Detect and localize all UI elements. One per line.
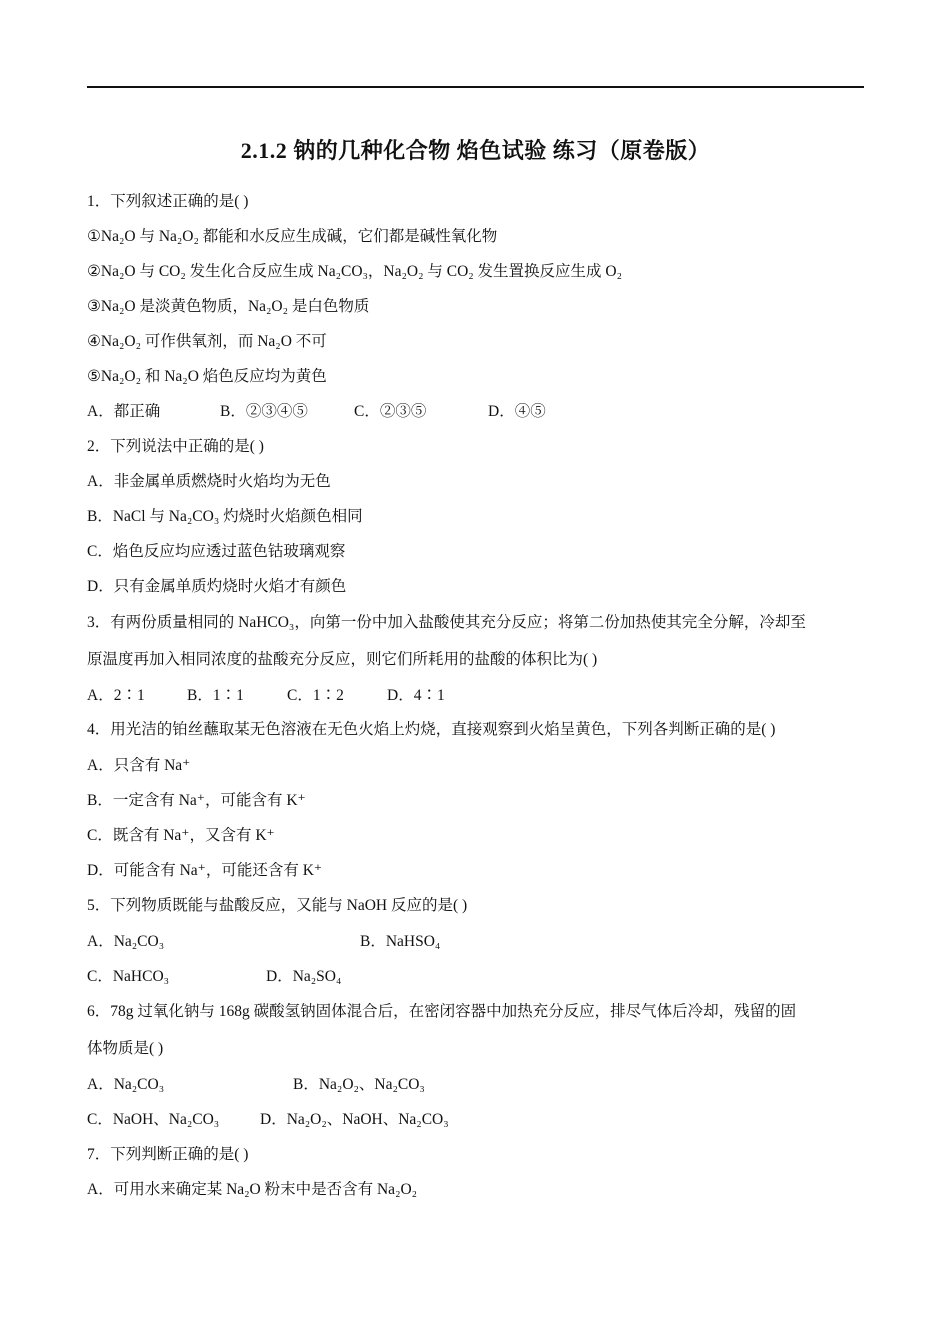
- question-1-option-b: B．②③④⑤: [220, 403, 308, 420]
- question-2-option-c: C．焰色反应均应透过蓝色钴玻璃观察: [87, 543, 346, 560]
- header-rule: [87, 86, 864, 88]
- question-4-option-a: A．只含有 Na⁺: [87, 757, 191, 774]
- question-2-stem: 2．下列说法中正确的是( ): [87, 438, 264, 455]
- question-1-statement-1: ①Na₂O 与 Na₂O₂ 都能和水反应生成碱，它们都是碱性氧化物: [87, 228, 498, 245]
- question-3-stem-line-1: 3．有两份质量相同的 NaHCO₃，向第一份中加入盐酸使其充分反应；将第二份加热使其完全分解，冷却至: [87, 614, 806, 631]
- question-1-statement-2: ②Na₂O 与 CO₂ 发生化合反应生成 Na₂CO₃，Na₂O₂ 与 CO₂ 发生置换反应生成 O₂: [87, 263, 623, 280]
- question-1-stem: 1．下列叙述正确的是( ): [87, 193, 249, 210]
- question-5-option-c: C．NaHCO₃: [87, 968, 170, 985]
- question-6-stem-line-2: 体物质是( ): [87, 1040, 164, 1057]
- question-5-option-a: A．Na₂CO₃: [87, 933, 165, 950]
- question-1-option-d: D．④⑤: [488, 403, 546, 420]
- question-6-option-a: A．Na₂CO₃: [87, 1076, 165, 1093]
- question-2-option-b: B．NaCl 与 Na₂CO₃ 灼烧时火焰颜色相同: [87, 508, 363, 525]
- question-2-option-d: D．只有金属单质灼烧时火焰才有颜色: [87, 578, 347, 595]
- question-5-option-b: B．NaHSO₄: [360, 933, 441, 950]
- question-5-stem: 5．下列物质既能与盐酸反应，又能与 NaOH 反应的是( ): [87, 897, 468, 914]
- question-4-option-c: C．既含有 Na⁺，又含有 K⁺: [87, 827, 275, 844]
- question-3-option-a: A．2∶1: [87, 687, 145, 704]
- question-1-option-c: C．②③⑤: [354, 403, 427, 420]
- question-7-stem: 7．下列判断正确的是( ): [87, 1146, 249, 1163]
- question-3-option-b: B．1∶1: [187, 687, 244, 704]
- question-6-stem-line-1: 6．78g 过氧化钠与 168g 碳酸氢钠固体混合后，在密闭容器中加热充分反应，排尽气体后冷却，残留的固: [87, 1003, 797, 1020]
- question-4-option-b: B．一定含有 Na⁺，可能含有 K⁺: [87, 792, 306, 809]
- question-1-option-a: A．都正确: [87, 403, 161, 420]
- question-3-stem-line-2: 原温度再加入相同浓度的盐酸充分反应，则它们所耗用的盐酸的体积比为( ): [87, 651, 598, 668]
- question-7-option-a: A．可用水来确定某 Na₂O 粉末中是否含有 Na₂O₂: [87, 1181, 418, 1198]
- question-2-option-a: A．非金属单质燃烧时火焰均为无色: [87, 473, 331, 490]
- page-title: 2.1.2 钠的几种化合物 焰色试验 练习（原卷版）: [240, 138, 711, 163]
- question-1-statement-4: ④Na₂O₂ 可作供氧剂，而 Na₂O 不可: [87, 333, 327, 350]
- question-6-option-b: B．Na₂O₂、Na₂CO₃: [293, 1076, 425, 1093]
- question-1-statement-5: ⑤Na₂O₂ 和 Na₂O 焰色反应均为黄色: [87, 368, 327, 385]
- question-3-option-d: D．4∶1: [387, 687, 445, 704]
- question-4-option-d: D．可能含有 Na⁺，可能还含有 K⁺: [87, 862, 323, 879]
- question-6-option-c: C．NaOH、Na₂CO₃: [87, 1111, 220, 1128]
- question-1-statement-3: ③Na₂O 是淡黄色物质，Na₂O₂ 是白色物质: [87, 298, 370, 315]
- question-6-option-d: D．Na₂O₂、NaOH、Na₂CO₃: [260, 1111, 449, 1128]
- question-5-option-d: D．Na₂SO₄: [266, 968, 342, 985]
- question-3-option-c: C．1∶2: [287, 687, 344, 704]
- question-4-stem: 4．用光洁的铂丝蘸取某无色溶液在无色火焰上灼烧，直接观察到火焰呈黄色，下列各判断正确的是( ): [87, 721, 776, 738]
